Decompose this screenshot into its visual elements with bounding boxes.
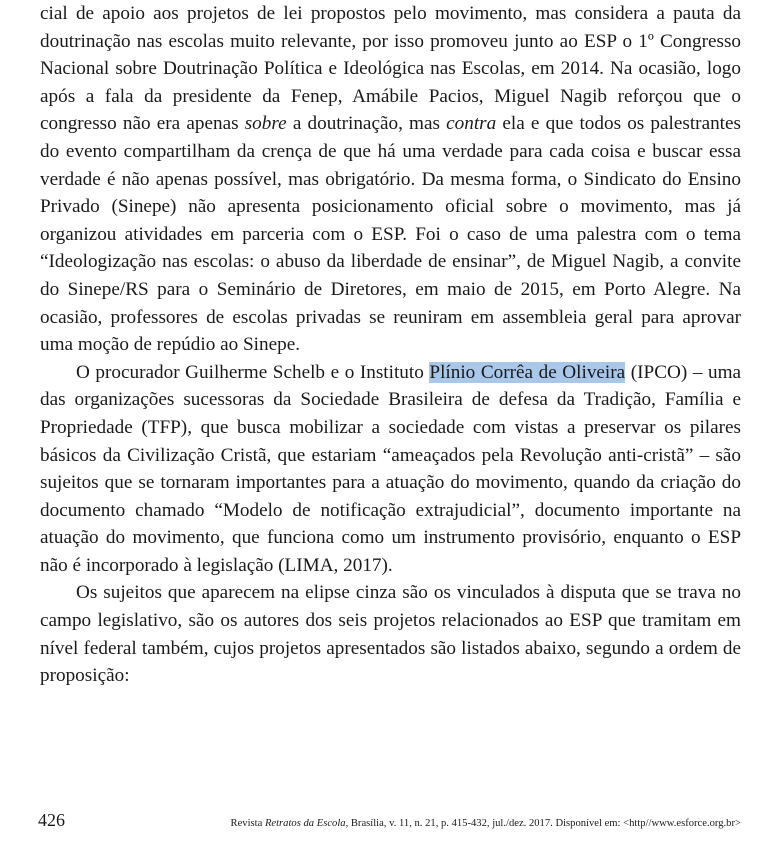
page-number: 426 xyxy=(38,810,65,830)
text-segment: Os sujeitos que aparecem na elipse cinza são os vinculados à disputa que se trava no campo legislativo, são os autores dos seis projetos relacionados ao ESP que tramitam em nível federal também, cujos projetos apresentados são listados abaixo, segundo a ordem de proposição: xyxy=(40,582,741,687)
paragraph-3 xyxy=(40,579,741,689)
paragraph-2 xyxy=(40,359,741,580)
text-segment: (IPCO) – uma das organizações sucessoras da Sociedade Brasileira de defesa da Tradição, Família e Propriedade (TFP), que busca mobilizar a sociedade com vistas a preservar os pilares básicos da Civilização Cristã, que estariam “ameaçados pela Revolução anti-cristã” – são sujeitos que se tornaram importantes para a atuação do movimento, quando da criação do documento chamado “Modelo de notificação extrajudicial”, documento importante na atuação do movimento, que funciona como um instrumento provisório, enquanto o ESP não é incorporado à legislação (LIMA, 2017). xyxy=(40,361,742,576)
emphasis-contra: contra xyxy=(446,113,497,135)
journal-citation xyxy=(231,818,742,829)
page-footer xyxy=(38,810,741,831)
paragraph-1 xyxy=(40,0,741,359)
journal-name: Retratos da Escola xyxy=(264,818,346,829)
selected-text-highlight[interactable]: Plínio Corrêa de Oliveira xyxy=(429,361,626,383)
text-segment: cial de apoio aos projetos de lei propostos pelo movimento, mas considera a pauta da doutrinação nas escolas muito relevante, por isso promoveu junto ao ESP o 1º Congresso Nacional sobre Doutrinação Política e Ideológica nas Escolas, em 2014. Na ocasião, logo após a fala da presidente da Fenep, Amábile Pacios, Miguel Nagib reforçou que o congresso não era apenas xyxy=(40,3,741,135)
text-segment: O procurador Guilherme Schelb e o Instituto xyxy=(76,361,430,383)
text-segment: a doutrinação, mas xyxy=(286,113,447,135)
citation-suffix: , Brasília, v. 11, n. 21, p. 415-432, jul./dez. 2017. Disponível em: <http//www.esforce.org.br> xyxy=(345,818,741,829)
text-segment: ela e que todos os palestrantes do evento compartilham da crença de que há uma verdade para cada coisa e buscar essa verdade é não apenas possível, mas obrigatório. Da mesma forma, o Sindicato do Ensino Privado (Sinepe) não apresenta posicionamento oficial sobre o movimento, mas já organizou atividades em parceria com o ESP. Foi o caso de uma palestra com o tema “Ideologização nas escolas: o abuso da liberdade de ensinar”, de Miguel Nagib, a convite do Sinepe/RS para o Seminário de Diretores, em maio de 2015, em Porto Alegre. Na ocasião, professores de escolas privadas se reuniram em assembleia geral para aprovar uma moção de repúdio ao Sinepe. xyxy=(40,113,741,356)
body-text xyxy=(40,0,741,690)
emphasis-sobre: sobre xyxy=(244,113,287,135)
citation-prefix: Revista xyxy=(230,818,265,829)
